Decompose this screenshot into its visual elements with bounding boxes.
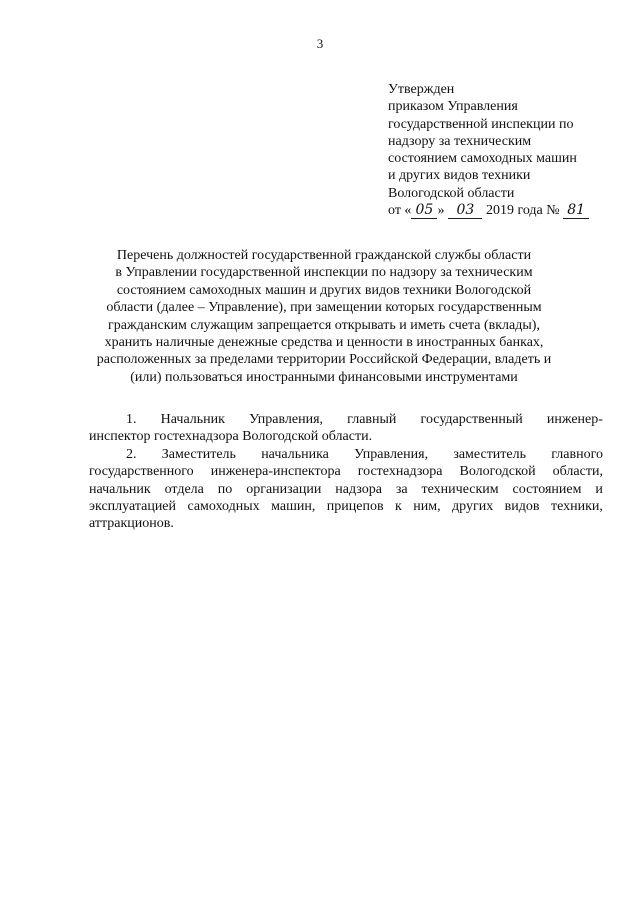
approval-line: Вологодской области bbox=[388, 185, 515, 201]
word: Управления, bbox=[354, 446, 429, 462]
word: надзора bbox=[335, 481, 382, 497]
handwritten-order-number: 81 bbox=[563, 203, 589, 219]
page-number: 3 bbox=[316, 36, 324, 51]
title-line: Перечень должностей государственной гражданской службы области bbox=[116, 248, 532, 263]
list-item-line bbox=[89, 463, 603, 480]
handwritten-month: 03 bbox=[448, 203, 482, 219]
word: по bbox=[217, 481, 233, 497]
word: государственный bbox=[420, 412, 523, 427]
word: других bbox=[452, 499, 494, 515]
title-line: области (далее – Управление), при замещении которых государственным bbox=[106, 300, 542, 316]
word: Заместитель bbox=[161, 446, 236, 462]
word: отдела bbox=[164, 481, 204, 497]
title-line: состоянием самоходных машин и других видов техники Вологодской bbox=[116, 282, 532, 298]
approval-line: приказом Управления bbox=[388, 99, 518, 115]
list-item-last-line: инспектор гостехнадзора Вологодской области. bbox=[89, 429, 373, 445]
word: гостехнадзора bbox=[357, 464, 443, 480]
word: Вологодской bbox=[459, 464, 536, 480]
word: государственного bbox=[89, 464, 194, 480]
date-day-close: » bbox=[437, 203, 445, 219]
word: заместитель bbox=[453, 446, 527, 462]
list-item-last-line: аттракционов. bbox=[89, 516, 174, 532]
approval-line: и других видов техники bbox=[388, 168, 531, 184]
word: инженера-инспектора bbox=[210, 464, 341, 480]
word: ним, bbox=[413, 499, 441, 515]
title-line: хранить наличные денежные средства и ценности в иностранных банках, bbox=[104, 335, 544, 351]
date-year-text: 2019 года № bbox=[485, 203, 560, 219]
word: за bbox=[395, 481, 408, 497]
word: организации bbox=[246, 481, 322, 497]
word: инженер- bbox=[546, 412, 603, 427]
handwritten-day: 05 bbox=[411, 203, 437, 219]
list-item-line bbox=[89, 498, 603, 515]
word: техники, bbox=[550, 499, 603, 515]
approval-line: Утвержден bbox=[388, 82, 455, 97]
date-prefix: от « bbox=[388, 203, 412, 219]
word: главный bbox=[347, 412, 397, 427]
word: к bbox=[395, 499, 402, 515]
word: 1. bbox=[126, 412, 137, 427]
word: эксплуатацией bbox=[89, 499, 177, 515]
list-item-line bbox=[89, 481, 603, 498]
word: Начальник bbox=[160, 412, 225, 427]
word: состоянием bbox=[512, 481, 582, 497]
word: начальник bbox=[89, 481, 151, 497]
document-title bbox=[78, 247, 570, 386]
word: и bbox=[595, 481, 603, 497]
list-item-first-line bbox=[126, 411, 603, 428]
title-line: (или) пользоваться иностранными финансовыми инструментами bbox=[130, 369, 518, 385]
word: техническим bbox=[421, 481, 499, 497]
word: главного bbox=[551, 446, 603, 462]
list-item bbox=[89, 411, 603, 446]
title-line: в Управлении государственной инспекции по надзору за техническим bbox=[115, 265, 533, 281]
approval-line: состоянием самоходных машин bbox=[388, 151, 577, 167]
positions-list bbox=[89, 411, 603, 533]
word: Управления, bbox=[249, 412, 324, 427]
list-item-first-line bbox=[126, 446, 603, 463]
word: прицепов bbox=[326, 499, 384, 515]
word: самоходных bbox=[187, 499, 260, 515]
word: машин, bbox=[271, 499, 316, 515]
word: 2. bbox=[126, 446, 137, 462]
title-line: гражданским служащим запрещается открывать и иметь счета (вклады), bbox=[108, 317, 540, 333]
title-line: расположенных за пределами территории Российской Федерации, владеть и bbox=[96, 352, 552, 368]
approval-stamp-block bbox=[388, 81, 628, 219]
approval-line: надзору за техническим bbox=[388, 133, 532, 149]
word: начальника bbox=[261, 446, 329, 462]
approval-date-line bbox=[388, 202, 628, 219]
approval-line: государственной инспекции по bbox=[388, 116, 574, 132]
word: видов bbox=[504, 499, 540, 515]
list-item bbox=[89, 446, 603, 533]
word: области, bbox=[552, 464, 603, 480]
